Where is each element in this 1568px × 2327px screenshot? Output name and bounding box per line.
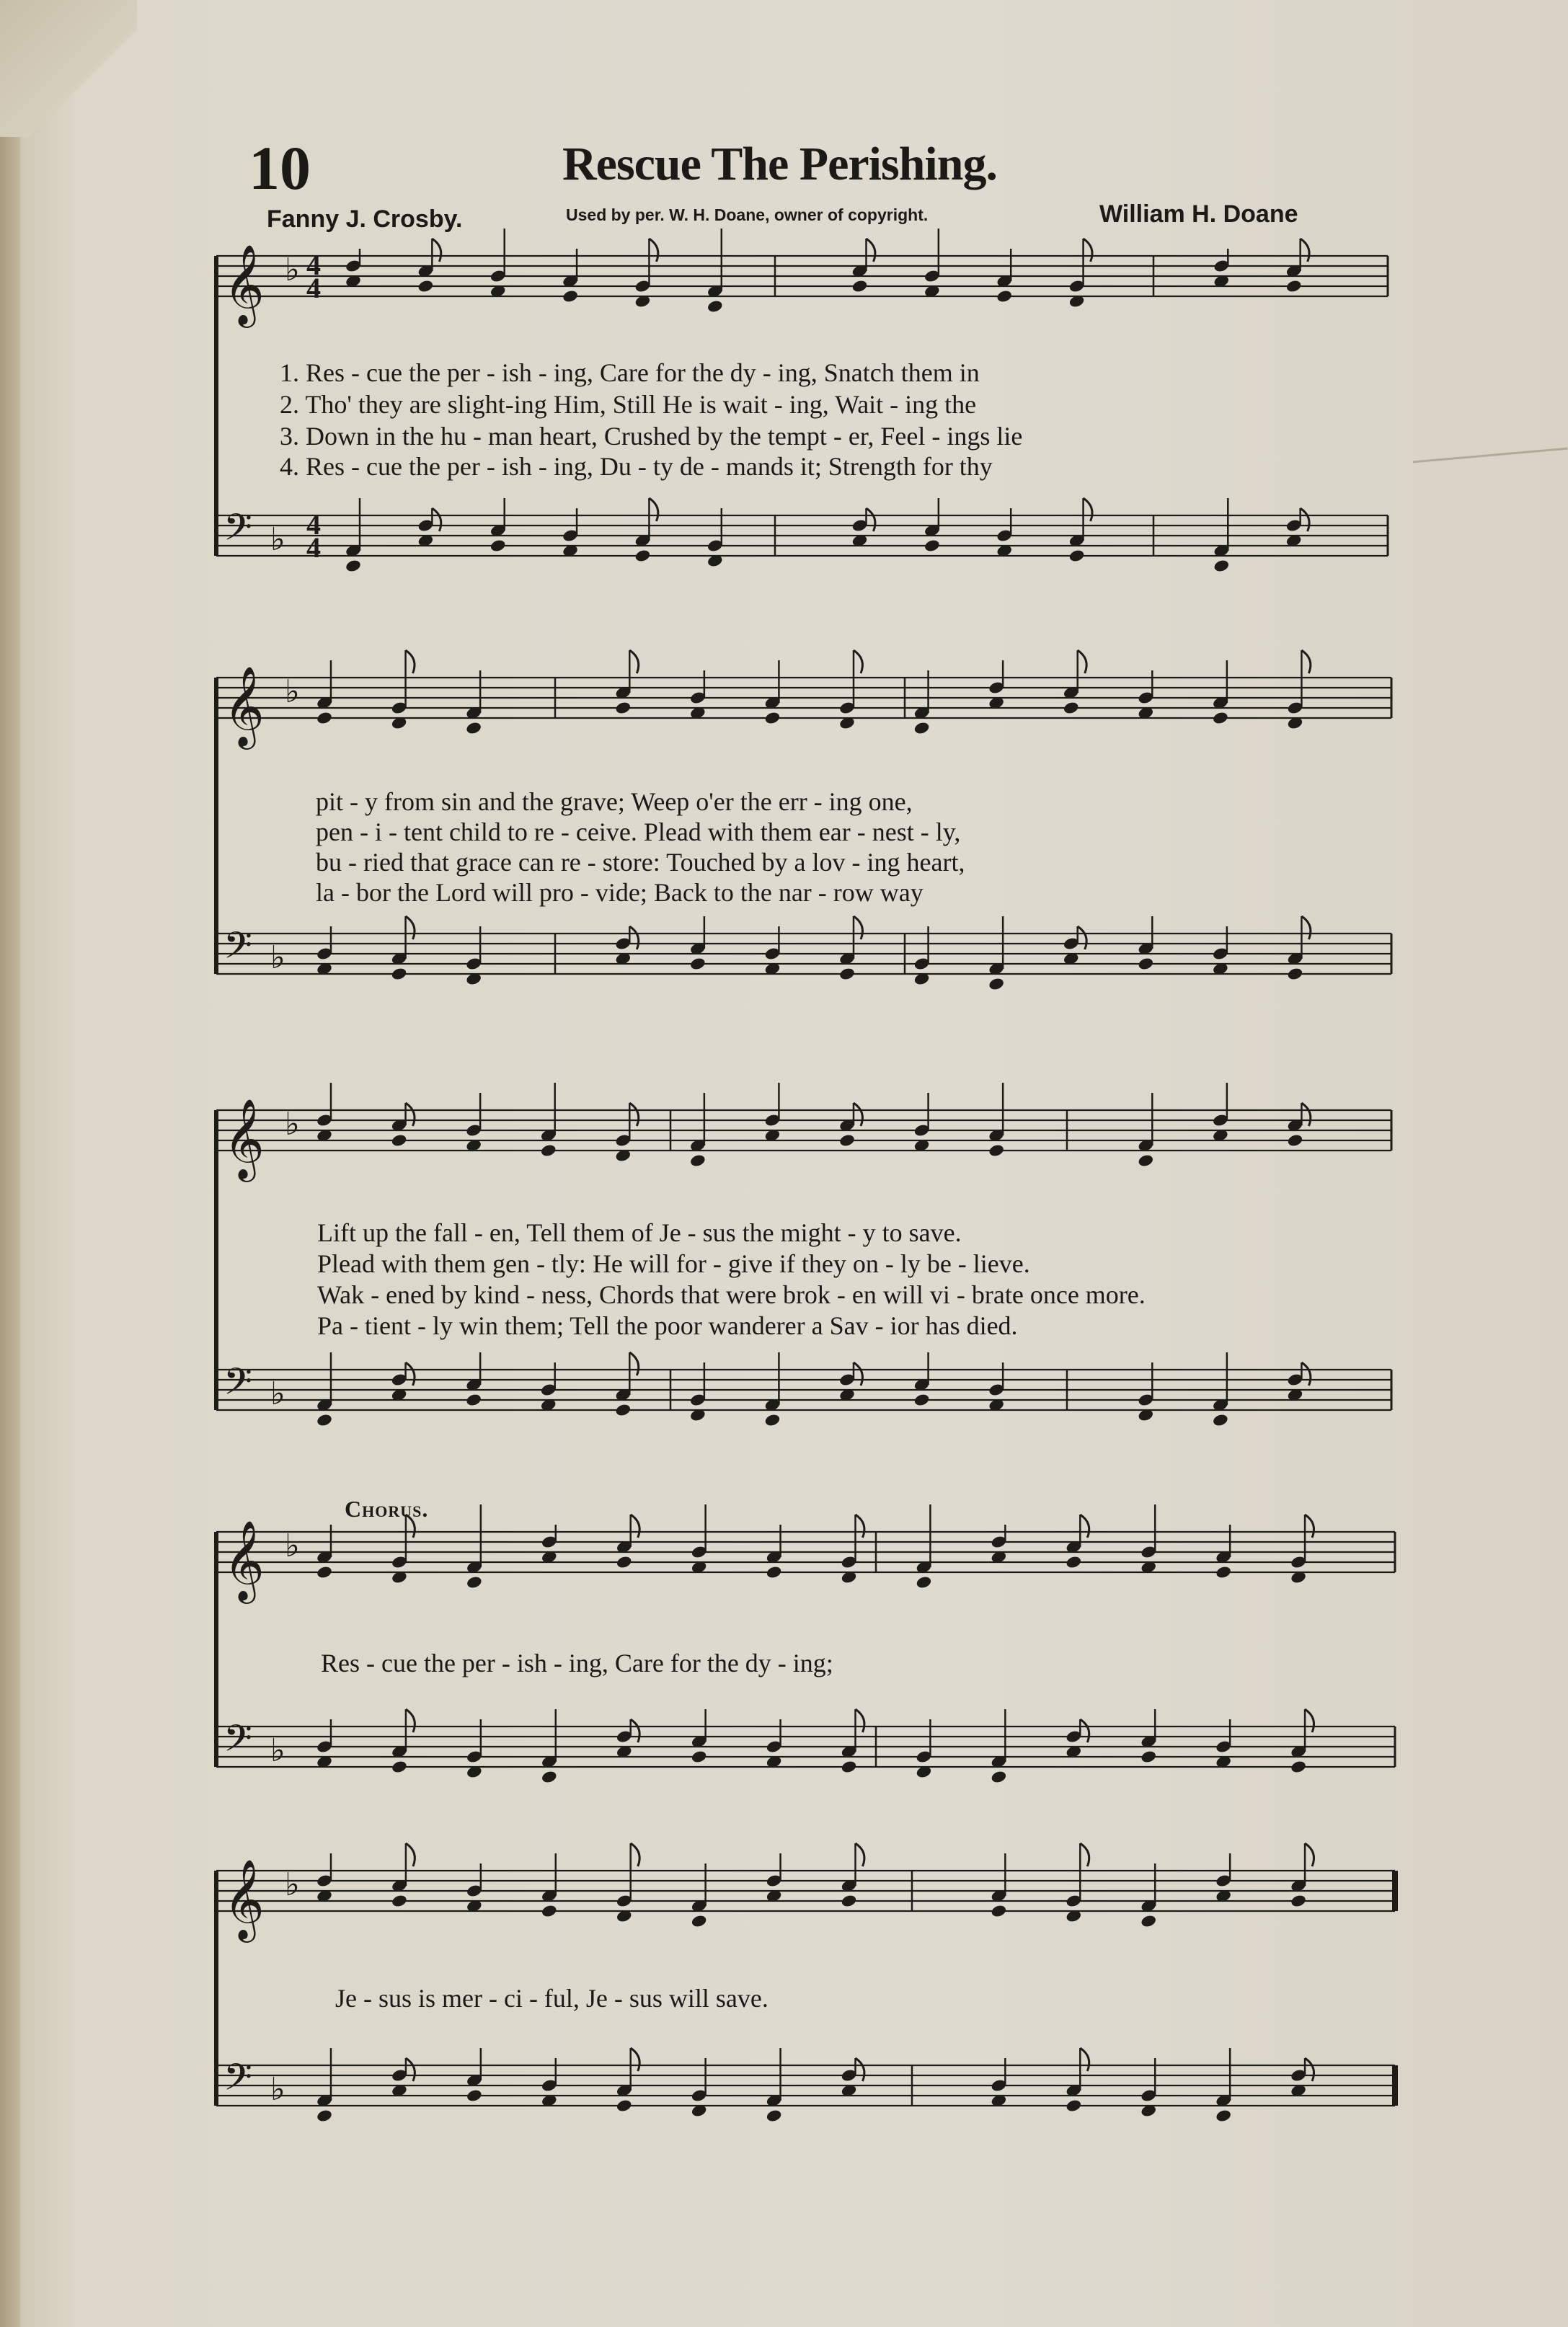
note-head xyxy=(1065,1555,1082,1569)
note-flag xyxy=(406,650,415,673)
note-head xyxy=(541,1904,558,1918)
note-head xyxy=(562,289,579,303)
flat-sign-icon: ♭ xyxy=(270,521,285,558)
note-head xyxy=(1063,701,1080,715)
note-flag xyxy=(406,2058,415,2081)
note-head xyxy=(1287,967,1304,981)
flat-sign-icon: ♭ xyxy=(285,673,300,710)
note-flag xyxy=(406,1709,415,1732)
note-flag xyxy=(854,1362,862,1386)
note-head xyxy=(764,711,781,725)
note-flag xyxy=(867,239,875,262)
verse-2-line-2: pen - i - tent child to re - ceive. Plead with them ear - nest - ly, xyxy=(316,817,961,846)
note-head xyxy=(1212,1413,1229,1427)
note-head xyxy=(1290,1894,1307,1908)
note-head xyxy=(391,1760,408,1774)
note-flag xyxy=(406,1843,415,1866)
note-flag xyxy=(1305,1515,1314,1538)
verse-3-line-1: 3. Down in the hu - man heart, Crushed by the tempt - er, Feel - ings lie xyxy=(280,422,1023,451)
note-flag xyxy=(856,1843,864,1866)
note-head xyxy=(838,1133,856,1148)
verse-1-line-2: pit - y from sin and the grave; Weep o'er the err - ing one, xyxy=(316,787,913,816)
note-head xyxy=(913,1393,931,1407)
note-head xyxy=(766,1565,783,1579)
note-flag xyxy=(1301,650,1310,673)
note-head xyxy=(391,1894,408,1908)
note-head xyxy=(991,1770,1008,1784)
note-head xyxy=(851,279,869,293)
note-head xyxy=(466,2088,483,2103)
note-head xyxy=(1215,2109,1232,2123)
note-head xyxy=(764,1413,781,1427)
note-head xyxy=(1290,1760,1307,1774)
note-head xyxy=(1137,1153,1154,1168)
note-head xyxy=(1213,559,1230,573)
note-flag xyxy=(631,1719,639,1742)
time-signature-bottom: 4 xyxy=(306,272,321,304)
note-head xyxy=(466,1575,483,1590)
copyright-notice: Used by per. W. H. Doane, owner of copyright. xyxy=(566,205,929,224)
note-head xyxy=(766,2109,783,2123)
note-head xyxy=(1215,1565,1232,1579)
hymn-author: Fanny J. Crosby. xyxy=(267,205,463,233)
note-flag xyxy=(1080,2048,1089,2071)
note-flag xyxy=(854,1103,862,1126)
note-flag xyxy=(1080,1515,1089,1538)
treble-clef-icon: 𝄞 xyxy=(223,1098,265,1179)
note-flag xyxy=(629,650,638,673)
treble-clef-icon: 𝄞 xyxy=(223,244,265,324)
note-head xyxy=(991,1904,1008,1918)
note-flag xyxy=(1301,1103,1310,1126)
note-flag xyxy=(1078,650,1086,673)
note-head xyxy=(417,279,435,293)
note-head xyxy=(540,1143,557,1158)
note-flag xyxy=(1084,498,1092,521)
note-flag xyxy=(1301,916,1310,939)
note-head xyxy=(391,967,408,981)
note-head xyxy=(614,1403,632,1417)
note-flag xyxy=(406,1103,415,1126)
note-flag xyxy=(406,916,415,939)
note-head xyxy=(841,1760,858,1774)
bass-clef-icon: 𝄢 xyxy=(223,1360,252,1412)
verse-3-line-2: bu - ried that grace can re - store: Touched by a lov - ing heart, xyxy=(316,848,965,877)
note-flag xyxy=(867,508,875,531)
flat-sign-icon: ♭ xyxy=(270,1732,285,1769)
note-flag xyxy=(649,239,657,262)
verse-3-line-3: Wak - ened by kind - ness, Chords that were brok - en will vi - brate once more. xyxy=(317,1280,1146,1309)
bass-clef-icon: 𝄢 xyxy=(223,923,252,976)
note-flag xyxy=(649,498,657,521)
note-flag xyxy=(1301,508,1309,531)
note-head xyxy=(316,1413,333,1427)
note-head xyxy=(1140,1750,1157,1764)
bass-clef-icon: 𝄢 xyxy=(223,505,252,558)
note-flag xyxy=(631,2048,639,2071)
note-flag xyxy=(1305,1843,1314,1866)
note-head xyxy=(465,721,482,735)
flat-sign-icon: ♭ xyxy=(270,2071,285,2108)
flat-sign-icon: ♭ xyxy=(285,1528,300,1564)
note-head xyxy=(614,701,632,715)
note-flag xyxy=(1301,239,1309,262)
note-head xyxy=(691,1914,708,1928)
chorus-line-1: Res - cue the per - ish - ing, Care for the dy - ing; xyxy=(321,1649,833,1677)
chorus-label: Chorus. xyxy=(345,1496,429,1522)
note-head xyxy=(996,289,1013,303)
note-head xyxy=(465,1393,482,1407)
note-head xyxy=(913,721,931,735)
note-flag xyxy=(1305,1709,1314,1732)
bass-clef-icon: 𝄢 xyxy=(223,2055,252,2108)
note-flag xyxy=(629,1352,638,1375)
note-head xyxy=(634,549,652,563)
note-head xyxy=(838,967,856,981)
note-head xyxy=(841,1894,858,1908)
flat-sign-icon: ♭ xyxy=(270,939,285,976)
verse-4-line-3: Pa - tient - ly win them; Tell the poor wanderer a Sav - ior has died. xyxy=(317,1311,1018,1340)
verse-4-line-2: la - bor the Lord will pro - vide; Back to the nar - row way xyxy=(316,878,923,907)
note-head xyxy=(1068,549,1086,563)
note-head xyxy=(316,2109,333,2123)
note-flag xyxy=(1084,239,1092,262)
note-flag xyxy=(629,1103,638,1126)
note-flag xyxy=(1305,2058,1314,2081)
bass-clef-icon: 𝄢 xyxy=(223,1716,252,1769)
note-flag xyxy=(1301,1362,1310,1386)
note-flag xyxy=(629,926,638,949)
note-flag xyxy=(432,508,440,531)
note-flag xyxy=(1080,1719,1089,1742)
note-head xyxy=(345,559,362,573)
note-flag xyxy=(1078,926,1086,949)
note-head xyxy=(316,711,333,725)
treble-clef-icon: 𝄞 xyxy=(223,1858,265,1939)
note-flag xyxy=(631,1515,639,1538)
note-flag xyxy=(854,650,862,673)
flat-sign-icon: ♭ xyxy=(285,1866,300,1903)
time-signature-bottom: 4 xyxy=(306,531,321,564)
note-head xyxy=(1137,957,1154,971)
note-head xyxy=(391,1133,408,1148)
note-head xyxy=(923,538,941,553)
note-head xyxy=(316,1565,333,1579)
note-head xyxy=(988,977,1005,991)
time-signature-top: 4 xyxy=(306,508,321,541)
note-flag xyxy=(856,1515,864,1538)
verse-1-line-1: 1. Res - cue the per - ish - ing, Care for the dy - ing, Snatch them in xyxy=(280,358,980,387)
verse-1-line-3: Lift up the fall - en, Tell them of Je - sus the might - y to save. xyxy=(317,1218,962,1247)
treble-clef-icon: 𝄞 xyxy=(223,665,265,746)
verse-2-line-3: Plead with them gen - tly: He will for - give if they on - ly be - lieve. xyxy=(317,1249,1030,1278)
note-flag xyxy=(406,1362,415,1386)
note-head xyxy=(490,538,507,553)
note-head xyxy=(616,2098,633,2113)
note-head xyxy=(1287,1133,1304,1148)
note-head xyxy=(1285,279,1303,293)
note-head xyxy=(707,299,724,314)
note-head xyxy=(689,957,707,971)
note-head xyxy=(988,1143,1005,1158)
chorus-line-2: Je - sus is mer - ci - ful, Je - sus will save. xyxy=(335,1984,769,2013)
verse-4-line-1: 4. Res - cue the per - ish - ing, Du - ty de - mands it; Strength for thy xyxy=(280,452,993,481)
note-head xyxy=(541,1770,558,1784)
note-head xyxy=(1140,1914,1157,1928)
time-signature-top: 4 xyxy=(306,249,321,281)
hymn-composer: William H. Doane xyxy=(1099,200,1298,228)
treble-clef-icon: 𝄞 xyxy=(223,1520,265,1600)
hymn-number: 10 xyxy=(249,133,311,203)
note-head xyxy=(691,1750,708,1764)
note-flag xyxy=(856,1709,864,1732)
flat-sign-icon: ♭ xyxy=(270,1375,285,1412)
hymn-title: Rescue The Perishing. xyxy=(562,138,997,190)
note-head xyxy=(689,1153,707,1168)
note-head xyxy=(1065,2098,1082,2113)
note-flag xyxy=(856,2058,864,2081)
note-head xyxy=(616,1555,633,1569)
verse-2-line-1: 2. Tho' they are slight-ing Him, Still He is wait - ing, Wait - ing the xyxy=(280,390,977,419)
note-head xyxy=(1212,711,1229,725)
note-flag xyxy=(1080,1843,1089,1866)
note-flag xyxy=(854,916,862,939)
flat-sign-icon: ♭ xyxy=(285,252,300,288)
flat-sign-icon: ♭ xyxy=(285,1106,300,1143)
note-flag xyxy=(631,1843,639,1866)
note-head xyxy=(916,1575,933,1590)
note-flag xyxy=(432,239,440,262)
